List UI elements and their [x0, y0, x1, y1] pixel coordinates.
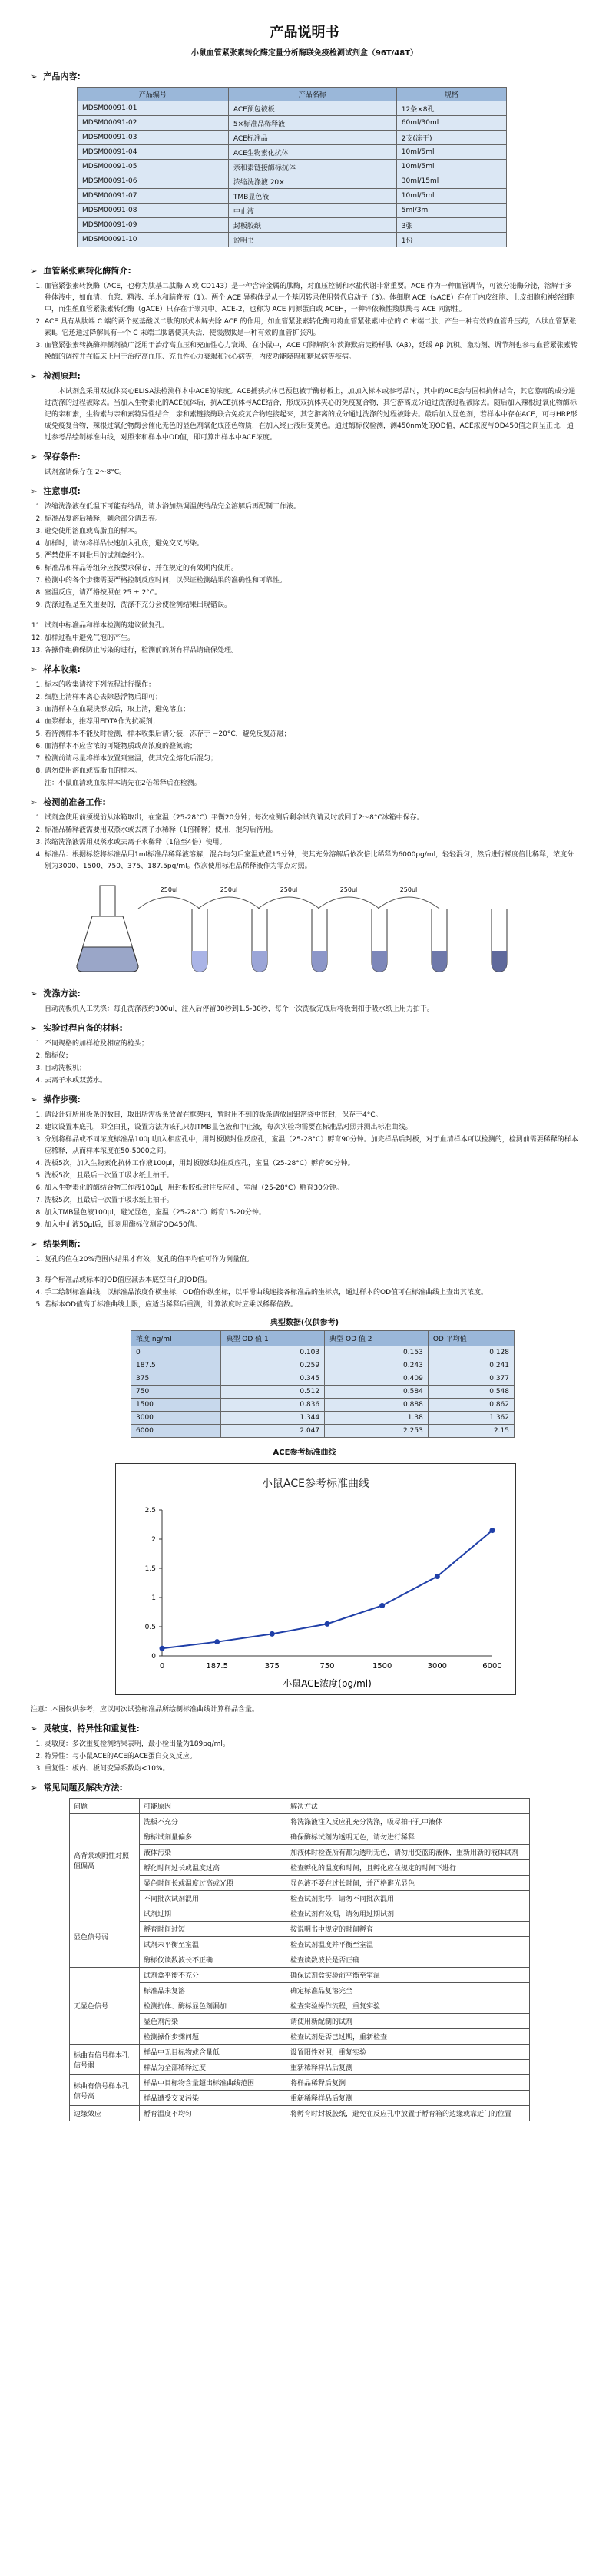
solution-cell: 检查试剂批号，请勿不同批次混用 [286, 1891, 530, 1906]
tube-icon [192, 909, 207, 972]
table-header: 产品编号 [78, 88, 229, 101]
table-cell: ACE生物素化抗体 [228, 145, 396, 160]
table-row [78, 160, 507, 174]
list-item: 12. 加样过程中避免气泡的产生。 [45, 633, 578, 644]
list-item: 3. 分别将样品或不同浓度标准品100μl加入相应孔中，用封板膜封住反应孔，室温（25-28°C）孵育90分钟。加完样品后封板，对于血清样本可以检测的，检测前需要稀释的样本应稀释，从而样本浓度在50-5000之间。 [45, 1134, 578, 1157]
x-tick-label: 187.5 [206, 1662, 228, 1670]
cause-cell: 标准品未复溶 [140, 1983, 286, 1998]
cause-cell: 试剂过期 [140, 1906, 286, 1922]
troubleshooting-section [31, 1781, 578, 2121]
table-cell: 10ml/5ml [396, 145, 506, 160]
table-row [78, 101, 507, 116]
table-row [78, 174, 507, 189]
solution-cell: 将样品稀释后复测 [286, 2075, 530, 2091]
materials-heading: 实验过程自备的材料: [43, 1023, 123, 1033]
table-header: OD 平均值 [428, 1331, 514, 1346]
transfer-volume-label: 250ul [220, 886, 238, 893]
list-item: 1. 复孔的值在20%范围内结果才有效，复孔的值平均值可作为测量值。 [45, 1254, 578, 1266]
storage-heading: 保存条件: [43, 452, 81, 462]
solution-cell: 请使用新配制的试剂 [286, 2014, 530, 2029]
table-cell: 60ml/30ml [396, 116, 506, 131]
problem-cell: 高背景或阴性对照值偏高 [70, 1814, 140, 1906]
table-cell: 3000 [131, 1412, 221, 1425]
problem-cell: 标曲有信号样本孔信号高 [70, 2075, 140, 2106]
table-row [70, 2045, 530, 2060]
list-item: 13. 各操作组确保防止污染的进行，检测前的所有样品请确保处理。 [45, 645, 578, 657]
dilution-diagram [61, 878, 553, 978]
table-row [131, 1359, 515, 1372]
solution-cell: 确定标准品复溶完全 [286, 1983, 530, 1998]
solution-cell: 设置阳性对照，重复实验 [286, 2045, 530, 2060]
arrow-icon: ➢ [31, 453, 38, 462]
table-cell: 0.548 [428, 1386, 514, 1399]
series-line [162, 1531, 492, 1649]
transfer-arrow [318, 897, 379, 909]
arrow-icon: ➢ [31, 666, 38, 674]
x-tick-label: 1500 [372, 1662, 392, 1670]
table-cell: 0.836 [221, 1399, 325, 1412]
list-item: 6. 标准品和样品等组分应按要求保存，并在规定的有效期内使用。 [45, 563, 578, 574]
materials-section [31, 1021, 578, 1087]
tube-icon [252, 909, 267, 972]
solution-cell: 重新稀释样品后复测 [286, 2091, 530, 2106]
list-item: 2. 酶标仪； [45, 1051, 578, 1062]
list-item: 5. 若标本OD值高于标准曲线上限，应适当稀释后重测，计算浓度时应乘以稀释倍数。 [45, 1300, 578, 1311]
table-cell: 12条×8孔 [396, 101, 506, 116]
table-header: 产品名称 [228, 88, 396, 101]
solution-cell: 检查读数波长是否正确 [286, 1952, 530, 1968]
list-item: 2. 建议设置本底孔，即空白孔，设置方法为该孔只加TMB显色液和中止液，每次实验均需要在标准品对照并测出标准曲线。 [45, 1122, 578, 1134]
intro-list [31, 281, 578, 363]
table-row [78, 145, 507, 160]
data-point [379, 1603, 385, 1608]
solution-cell: 检查孵化的温度和时间，且孵化应在规定的时间下进行 [286, 1860, 530, 1876]
table-cell: 2.15 [428, 1425, 514, 1438]
performance-section [31, 1722, 578, 1775]
chart-caption: ACE参考标准曲线 [273, 1449, 336, 1457]
table-row [70, 1968, 530, 1983]
list-item: 2. 标准品复溶后稀释，剩余部分请丢弃。 [45, 514, 578, 525]
list-item: 2. 标准品稀释液需要用双蒸水或去离子水稀释（1倍稀释）使用，混匀后待用。 [45, 825, 578, 836]
table-cell: 亲和素链接酶标抗体 [228, 160, 396, 174]
list-item: 5. 严禁使用不同批号的试剂盒组分。 [45, 551, 578, 562]
chart-title: 小鼠ACE参考标准曲线 [262, 1478, 369, 1490]
sample-section [31, 663, 578, 790]
cause-cell: 样品中无目标物或含量低 [140, 2045, 286, 2060]
table-row [78, 218, 507, 233]
table-cell: ACE标准品 [228, 131, 396, 145]
arrow-icon: ➢ [31, 1725, 38, 1733]
solution-cell: 检查试剂是否已过期，重新检查 [286, 2029, 530, 2045]
standard-curve-chart [115, 1463, 516, 1695]
list-item: 3. 重复性：板内、板间变异系数均<10%。 [45, 1763, 578, 1775]
kit-contents-section [31, 70, 578, 247]
cause-cell: 孵育温度不均匀 [140, 2106, 286, 2121]
table-cell: 0.103 [221, 1346, 325, 1359]
table-cell: 0.345 [221, 1372, 325, 1386]
tube-icon [312, 909, 327, 972]
list-item: 9. 洗涤过程是至关重要的，洗涤不充分会使检测结果出现错误。 [45, 600, 578, 611]
list-item: 8. 室温反应，请严格按照在 25 ± 2°C。 [45, 588, 578, 599]
table-row [70, 2075, 530, 2091]
table-header: 问题 [70, 1799, 140, 1814]
table-cell: 10ml/5ml [396, 160, 506, 174]
list-item [45, 1266, 578, 1274]
page-title: 产品说明书 [270, 25, 339, 41]
data-point [214, 1639, 220, 1644]
table-cell: 0.888 [325, 1399, 429, 1412]
table-cell: MDSM00091-07 [78, 189, 229, 204]
table-cell: 5ml/3ml [396, 204, 506, 218]
table-cell: 1.362 [428, 1412, 514, 1425]
table-cell: MDSM00091-05 [78, 160, 229, 174]
intro-heading: 血管紧张素转化酶简介: [43, 266, 131, 276]
sample-tip: 注：小鼠血清或血浆样本请先在2倍稀释后在检测。 [45, 780, 201, 787]
principle-heading: 检测原理: [43, 371, 81, 381]
list-item: 1. 请设计好所用板条的数目，取出所需板条放置在框架内，暂时用不到的板条请放回铝箔袋中密封，保存于4°C。 [45, 1110, 578, 1121]
intro-section [31, 264, 578, 363]
table-header: 解决方法 [286, 1799, 530, 1814]
problem-cell: 显色信号弱 [70, 1906, 140, 1968]
list-item: 1. 灵敏度：多次重复检测结果表明，最小检出量为189pg/ml。 [45, 1739, 578, 1750]
table-cell: 1.344 [221, 1412, 325, 1425]
table-cell: 0.409 [325, 1372, 429, 1386]
solution-cell: 将孵育时封板胶纸，避免在反应孔中放置于孵育箱的边缘或靠近门的位置 [286, 2106, 530, 2121]
table-cell: 0.241 [428, 1359, 514, 1372]
table-row [131, 1386, 515, 1399]
table-cell: 6000 [131, 1425, 221, 1438]
solution-cell: 按说明书中规定的时间孵育 [286, 1922, 530, 1937]
problem-cell: 标曲有信号样本孔信号弱 [70, 2045, 140, 2075]
x-tick-label: 375 [264, 1662, 280, 1670]
chart-svg [116, 1464, 515, 1694]
y-tick-label: 1.5 [144, 1565, 156, 1573]
table-cell: MDSM00091-01 [78, 101, 229, 116]
arrow-icon: ➢ [31, 799, 38, 807]
arrow-icon: ➢ [31, 1240, 38, 1249]
transfer-volume-label: 250ul [399, 886, 418, 893]
list-item: 2. ACE 具有从肽端 C 端的两个氨基酸以二肽的形式水解去除 ACE 的作用，如血管紧张素转化酶可将血管紧张素Ⅰ中位的 C 末端二肽，产生一种有效的血管升压药，八肽血管紧张素Ⅱ。它还通过降解具有一个 C 末端二肽谱使其失活，使缓激肽是一种有效的血管扩张剂。 [45, 316, 578, 339]
table-cell: MDSM00091-04 [78, 145, 229, 160]
table-cell: 说明书 [228, 233, 396, 247]
table-cell: 2支(冻干) [396, 131, 506, 145]
table-row [78, 131, 507, 145]
list-item: 4. 标准品：根据标签将标准品用1ml标准品稀释液溶解，混合均匀后室温放置15分钟，使其充分溶解后依次倍比稀释为6000pg/ml，轻轻混匀，然后进行梯度倍比稀释，浓度分别为3000、1500、750、375、187.5pg/ml。依次使用标准品稀释液作为零点对照。 [45, 849, 578, 872]
table-header: 浓度 ng/ml [131, 1331, 221, 1346]
page-subtitle: 小鼠血管紧张素转化酶定量分析酶联免疫检测试剂盒（96T/48T） [190, 49, 419, 58]
table-row [131, 1412, 515, 1425]
list-item: 1. 标本的收集请按下列流程进行操作： [45, 680, 578, 691]
list-item [45, 612, 578, 620]
table-row [131, 1399, 515, 1412]
list-item: 5. 洗板5次，且最后一次置于吸水纸上拍干。 [45, 1170, 578, 1182]
table-cell: MDSM00091-09 [78, 218, 229, 233]
cause-cell: 不同批次试剂混用 [140, 1891, 286, 1906]
list-item: 3. 每个标准品或标本的OD值应减去本底空白孔的OD值。 [45, 1275, 578, 1286]
list-item: 3. 自动洗板机； [45, 1063, 578, 1074]
flask-icon [77, 886, 138, 972]
performance-heading: 灵敏度、特异性和重复性: [43, 1723, 140, 1733]
table-cell: 750 [131, 1386, 221, 1399]
list-item: 3. 避免使用溶血或高脂血的样本。 [45, 526, 578, 538]
table-row [131, 1346, 515, 1359]
list-item: 9. 加入中止液50μl后，即刻用酶标仪测定OD450值。 [45, 1220, 578, 1231]
y-tick-label: 1 [151, 1594, 156, 1602]
tube-icon [372, 909, 387, 972]
list-item: 1. 试剂盒使用前须提前从冰箱取出，在室温（25-28°C）平衡20分钟；每次检测后剩余试剂请及时放回于2～8°C冰箱中保存。 [45, 813, 578, 824]
list-item: 7. 检测前请尽量将样本放置到室温，使其完全熔化后混匀； [45, 753, 578, 765]
list-item: 6. 加入生物素化的酶结合物工作液100μl，用封板胶纸封住反应孔，室温（25-28°C）孵育30分钟。 [45, 1183, 578, 1194]
table-cell: 0.584 [325, 1386, 429, 1399]
materials-list [31, 1038, 578, 1087]
transfer-volume-label: 250ul [160, 886, 178, 893]
table-row [131, 1425, 515, 1438]
cause-cell: 酶标仪读数波长不正确 [140, 1952, 286, 1968]
table-cell: MDSM00091-02 [78, 116, 229, 131]
cause-cell: 检测抗体、酶标显色剂漏加 [140, 1998, 286, 2014]
kit-contents-table [77, 87, 507, 247]
table-cell: 2.047 [221, 1425, 325, 1438]
table-cell: 375 [131, 1372, 221, 1386]
solution-cell: 检查试剂温度并平衡至室温 [286, 1937, 530, 1952]
cause-cell: 样品遭受交叉污染 [140, 2091, 286, 2106]
transfer-arrow [258, 897, 319, 909]
list-item: 4. 手工绘制标准曲线，以标准品浓度作横坐标，OD值作纵坐标，以平滑曲线连接各标准品的坐标点，通过样本的OD值可在标准曲线上查出其浓度。 [45, 1287, 578, 1299]
cause-cell: 洗板不充分 [140, 1814, 286, 1829]
table-row [78, 189, 507, 204]
arrow-icon: ➢ [31, 1784, 38, 1793]
x-tick-label: 0 [159, 1662, 165, 1670]
solution-cell: 检查试剂有效期，请勿用过期试剂 [286, 1906, 530, 1922]
y-tick-label: 0 [151, 1653, 156, 1660]
arrow-icon: ➢ [31, 73, 38, 81]
arrow-icon: ➢ [31, 488, 38, 496]
storage-section [31, 450, 578, 478]
cause-cell: 液体污染 [140, 1845, 286, 1860]
results-list [31, 1254, 578, 1311]
cause-cell: 孵化时间过长或温度过高 [140, 1860, 286, 1876]
cause-cell: 检测操作步骤问题 [140, 2029, 286, 2045]
cause-cell: 显色时间长或温度过高或光照 [140, 1876, 286, 1891]
y-tick-label: 2.5 [144, 1507, 156, 1515]
prep-heading: 检测前准备工作: [43, 797, 106, 807]
list-item: 7. 检测中的各个步骤需要严格控制反应时间，以保证检测结果的准确性和可靠性。 [45, 575, 578, 587]
x-tick-label: 6000 [482, 1662, 502, 1670]
typical-data-table [131, 1330, 515, 1438]
list-item: 5. 若待测样本不能及时检测，样本收集后请分装，冻存于 −20°C，避免反复冻融； [45, 729, 578, 740]
list-item: 3. 血管紧张素转换酶抑制剂被广泛用于治疗高血压和充血性心力衰竭。在小鼠中，ACE 可降解阿尔茨海默病淀粉样肽（Aβ），延缓 Aβ 沉积。激动剂、调节剂也参与血管紧张素转换酶的调控并在临床上用于治疗高血压、充血性心力衰竭和冠心病等，内皮功能障碍和糖尿病等疾病。 [45, 340, 578, 363]
notes-list [31, 502, 578, 657]
wash-text: 自动洗板机人工洗涤：每孔洗涤液约300ul，注入后停留30秒到1.5-30秒，每个一次洗板完成后将板倒扣于吸水纸上用力拍干。 [45, 1005, 434, 1013]
tube-icon [432, 909, 447, 972]
table-header: 典型 OD 值 1 [221, 1331, 325, 1346]
list-item: 1. 不同规格的加样枪及相应的枪头； [45, 1038, 578, 1050]
prep-list [31, 813, 578, 872]
x-tick-label: 3000 [427, 1662, 448, 1670]
list-item: 2. 细胞上清样本离心去除悬浮物后即可； [45, 692, 578, 704]
solution-cell: 加液体时检查所有都为透明无色，请勿用变蓝的液体，重新用新的液体试剂 [286, 1845, 530, 1860]
table-row [131, 1372, 515, 1386]
list-item: 4. 去离子水或双蒸水。 [45, 1075, 578, 1087]
table-cell: 30ml/15ml [396, 174, 506, 189]
list-item: 3. 血清样本在血凝块形成后，取上清，避免溶血； [45, 704, 578, 716]
list-item: 3. 浓缩洗涤液需用双蒸水或去离子水稀释（1倍至4倍）使用。 [45, 837, 578, 849]
transfer-volume-label: 250ul [280, 886, 298, 893]
table-cell: MDSM00091-10 [78, 233, 229, 247]
table-header: 典型 OD 值 2 [325, 1331, 429, 1346]
table-row [70, 2106, 530, 2121]
notes-heading: 注意事项: [43, 486, 81, 496]
table-cell: 5×标准品稀释液 [228, 116, 396, 131]
troubleshooting-heading: 常见问题及解决方法: [43, 1783, 123, 1793]
table-cell: 0.128 [428, 1346, 514, 1359]
arrow-icon: ➢ [31, 267, 38, 276]
table-row [78, 116, 507, 131]
solution-cell: 检查实验操作流程，重复实验 [286, 1998, 530, 2014]
results-heading: 结果判断: [43, 1239, 81, 1249]
solution-cell: 确保酶标试剂为透明无色，请勿进行稀释 [286, 1829, 530, 1845]
procedure-heading: 操作步骤: [43, 1094, 81, 1104]
table-cell: TMB显色液 [228, 189, 396, 204]
table-row [70, 1814, 530, 1829]
procedure-section [31, 1093, 578, 1231]
table-cell: 浓缩洗涤液 20× [228, 174, 396, 189]
arrow-icon: ➢ [31, 1025, 38, 1033]
table-cell: 中止液 [228, 204, 396, 218]
manual-page [31, 0, 578, 2121]
cause-cell: 样品为全部稀释过度 [140, 2060, 286, 2075]
table-row [78, 233, 507, 247]
wash-section [31, 987, 578, 1015]
table-header: 规格 [396, 88, 506, 101]
data-point [490, 1528, 495, 1533]
data-point [270, 1631, 275, 1637]
prep-section [31, 796, 578, 981]
list-item: 4. 洗板5次，加入生物素化抗体工作液100μl，用封板胶纸封住反应孔，室温（25-28°C）孵育60分钟。 [45, 1158, 578, 1170]
list-item: 1. 血管紧张素转换酶（ACE，也称为肽基二肽酶 A 或 CD143）是一种含锌金属的肽酶，对血压控制和水盐代谢非常重要。ACE 作为一种血管调节，可被分泌酶分泌，溶解于多种体液中，如血清、血浆、精液、羊水和脑脊液（1）。两个 ACE 异构体是从一个基因转录使用替代启动子（3）。体细胞 ACE（sACE）存在于内皮细胞、上皮细胞和神经细胞中，而生殖血管紧张素转化酶（gACE）只存在于睾丸中。ACE-2，也称为 ACE 同源蛋白或 ACEH，一种锌依赖性羧肽酶与 ACE 同源性。 [45, 281, 578, 316]
table-cell: MDSM00091-06 [78, 174, 229, 189]
table-cell: 0.243 [325, 1359, 429, 1372]
transfer-arrow [378, 897, 439, 909]
table-cell: 0.259 [221, 1359, 325, 1372]
table-cell: 1.38 [325, 1412, 429, 1425]
x-tick-label: 750 [319, 1662, 335, 1670]
y-tick-label: 2 [151, 1536, 156, 1544]
principle-text: 本试剂盒采用双抗体夹心ELISA法检测样本中ACE的浓度。ACE捕获抗体已预包被于酶标板上，加加入标本或参考品时，其中的ACE会与固相抗体结合，其它游离的成分通过洗涤的过程被除去。当加入生物素化的ACE抗体后，抗ACE抗体与ACE结合，形成双抗体夹心的免疫复合物，其它游离成分通过洗涤过程被除去。随后加入辣根过氧化物酶标记的亲和素，生物素与亲和素特异性结合，亲和素链接酶联合免疫复合物连接起来，其它游离的成分通过洗涤的过程被除去。最后加入显色剂，若样本中存在ACE，可与HRP形成免疫复合物，辣根过氧化物酶会催化无色的显色剂氧化成蓝色物质，在加入终止液后变黄色。通过酶标仪检测，测450nm处的OD值，ACE浓度与OD450值之间呈正比，通过参考品绘制标准曲线，对照来和样本中OD值，即可算出样本中ACE浓度。 [45, 388, 578, 442]
list-item: 4. 血浆样本，推荐用EDTA作为抗凝剂； [45, 717, 578, 728]
data-point [325, 1621, 330, 1627]
list-item: 1. 浓缩洗涤液在低温下可能有结晶，请水浴加热调温使结晶完全溶解后再配制工作液。 [45, 502, 578, 513]
list-item: 2. 特异性：与小鼠ACE的ACE的ACE蛋白交叉反应。 [45, 1751, 578, 1763]
table-row [70, 1906, 530, 1922]
list-item: 8. 加入TMB显色液100μl，避光显色，室温（25-28°C）孵育15-20分钟。 [45, 1207, 578, 1219]
chart-note: 注意：本图仅供参考，应以同次试验标准品所绘制标准曲线计算样品含量。 [31, 1706, 260, 1713]
procedure-list [31, 1110, 578, 1231]
table-cell: 187.5 [131, 1359, 221, 1372]
principle-section [31, 369, 578, 444]
arrow-icon: ➢ [31, 372, 38, 381]
wash-heading: 洗涤方法: [43, 988, 81, 998]
tube-icon [492, 909, 507, 972]
list-item: 8. 请勿使用溶血或高脂血的样本。 [45, 766, 578, 777]
transfer-arrow [138, 897, 200, 909]
results-section [31, 1237, 578, 1438]
arrow-icon: ➢ [31, 1096, 38, 1104]
table-cell: MDSM00091-08 [78, 204, 229, 218]
solution-cell: 重新稀释样品后复测 [286, 2060, 530, 2075]
problem-cell: 无显色信号 [70, 1968, 140, 2045]
performance-list [31, 1739, 578, 1775]
table-cell: 0 [131, 1346, 221, 1359]
table-cell: 1500 [131, 1399, 221, 1412]
storage-text: 试剂盒请保存在 2～8°C。 [45, 469, 127, 476]
sample-heading: 样本收集: [43, 664, 81, 674]
transfer-volume-label: 250ul [339, 886, 358, 893]
cause-cell: 样品中目标物含量超出标准曲线范围 [140, 2075, 286, 2091]
problem-cell: 边缘效应 [70, 2106, 140, 2121]
list-item: 11. 试剂中标准品和样本检测的建议做复孔。 [45, 621, 578, 632]
data-point [435, 1574, 440, 1579]
table-cell: 0.862 [428, 1399, 514, 1412]
troubleshooting-table [69, 1798, 530, 2121]
cause-cell: 试剂未平衡至室温 [140, 1937, 286, 1952]
notes-section [31, 485, 578, 657]
data-point [160, 1646, 165, 1651]
solution-cell: 显色液不要在过长时间，并严格避光显色 [286, 1876, 530, 1891]
arrow-icon: ➢ [31, 990, 38, 998]
kit-contents-heading: 产品内容: [43, 71, 81, 81]
list-item: 4. 加样时，请勿将样品快速加入孔底，避免交叉污染。 [45, 538, 578, 550]
table-header: 可能原因 [140, 1799, 286, 1814]
solution-cell: 将洗涤液注入反应孔充分洗涤，吸尽拍干孔中液体 [286, 1814, 530, 1829]
sample-list [31, 680, 578, 777]
y-tick-label: 0.5 [144, 1624, 156, 1631]
x-axis-label: 小鼠ACE浓度(pg/ml) [283, 1678, 372, 1689]
table-row [78, 204, 507, 218]
table-cell: 2.253 [325, 1425, 429, 1438]
table-cell: 0.512 [221, 1386, 325, 1399]
solution-cell: 确保试剂盒实验前平衡至室温 [286, 1968, 530, 1983]
table-cell: 1份 [396, 233, 506, 247]
data-table-caption: 典型数据(仅供参考) [270, 1319, 339, 1327]
table-cell: MDSM00091-03 [78, 131, 229, 145]
cause-cell: 试剂盒平衡不充分 [140, 1968, 286, 1983]
table-cell: 3张 [396, 218, 506, 233]
cause-cell: 酶标试剂量偏多 [140, 1829, 286, 1845]
table-cell: ACE预包被板 [228, 101, 396, 116]
cause-cell: 孵育时间过短 [140, 1922, 286, 1937]
list-item: 7. 洗板5次，且最后一次置于吸水纸上拍干。 [45, 1195, 578, 1207]
list-item: 6. 血清样本不应含浓的可疑物质或高浓度的叠氮钠； [45, 741, 578, 753]
table-cell: 0.153 [325, 1346, 429, 1359]
table-cell: 0.377 [428, 1372, 514, 1386]
table-cell: 封板胶纸 [228, 218, 396, 233]
table-cell: 10ml/5ml [396, 189, 506, 204]
cause-cell: 显色剂污染 [140, 2014, 286, 2029]
transfer-arrow [198, 897, 260, 909]
